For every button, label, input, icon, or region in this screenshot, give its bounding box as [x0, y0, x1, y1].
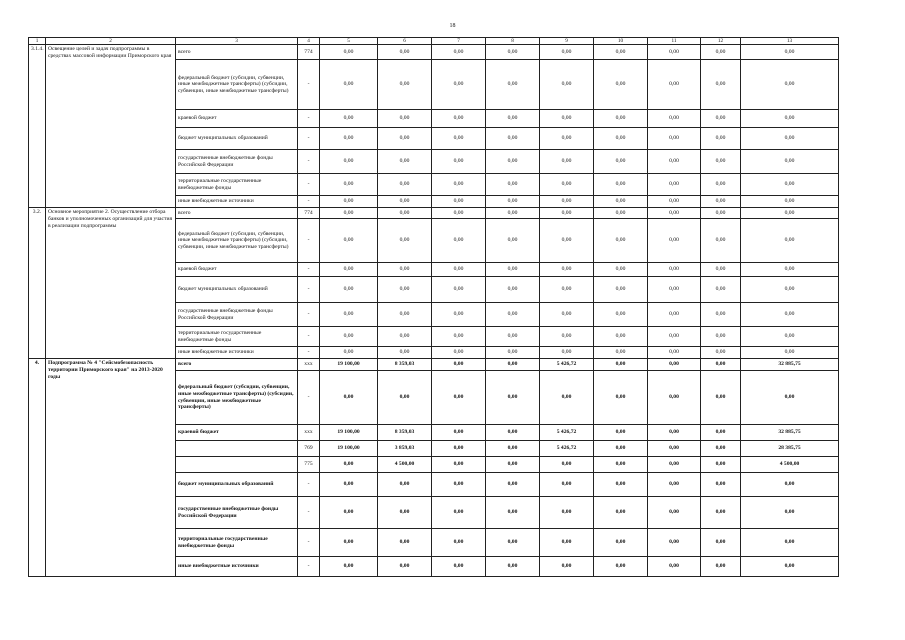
amount-cell: 0,00 [540, 128, 594, 150]
amount-cell: 0,00 [486, 110, 540, 128]
amount-cell: 0,00 [378, 277, 432, 303]
amount-cell: 0,00 [432, 263, 486, 277]
amount-cell: 0,00 [741, 371, 839, 425]
amount-cell: 0,00 [378, 219, 432, 263]
amount-cell: 0,00 [648, 174, 701, 196]
amount-cell: 0,00 [378, 208, 432, 219]
amount-cell: 0,00 [486, 263, 540, 277]
amount-cell: 0,00 [486, 347, 540, 359]
grbs-code: 774 [298, 208, 320, 219]
amount-cell: 0,00 [486, 174, 540, 196]
amount-cell: 0,00 [701, 110, 741, 128]
amount-cell: 0,00 [320, 208, 378, 219]
amount-cell: 0,00 [594, 557, 648, 577]
amount-cell: 0,00 [540, 174, 594, 196]
amount-cell: 0,00 [486, 327, 540, 347]
amount-cell: 0,00 [701, 371, 741, 425]
amount-cell: 0,00 [594, 347, 648, 359]
grbs-code: - [298, 497, 320, 529]
amount-cell: 0,00 [648, 425, 701, 441]
amount-cell: 0,00 [320, 60, 378, 110]
amount-cell: 0,00 [741, 174, 839, 196]
amount-cell: 0,00 [594, 128, 648, 150]
amount-cell: 0,00 [320, 150, 378, 174]
amount-cell: 0,00 [701, 150, 741, 174]
amount-cell: 0,00 [741, 110, 839, 128]
amount-cell: 0,00 [741, 219, 839, 263]
amount-cell: 0,00 [432, 219, 486, 263]
amount-cell: 0,00 [486, 45, 540, 60]
amount-cell: 0,00 [594, 277, 648, 303]
grbs-code: - [298, 327, 320, 347]
grbs-code: - [298, 277, 320, 303]
amount-cell: 0,00 [378, 371, 432, 425]
amount-cell: 0,00 [378, 45, 432, 60]
funding-source: всего [176, 359, 298, 371]
budget-table [28, 37, 839, 577]
amount-cell: 0,00 [540, 327, 594, 347]
amount-cell: 0,00 [701, 174, 741, 196]
amount-cell: 0,00 [648, 529, 701, 557]
funding-source: федеральный бюджет (субсидии, субвенции, иные межбюджетные трансферты) (субсидии, субвенции, иные межбюджетные трансферты) [176, 60, 298, 110]
amount-cell: 0,00 [701, 219, 741, 263]
funding-source: всего [176, 45, 298, 60]
amount-cell: 0,00 [320, 327, 378, 347]
amount-cell: 0,00 [741, 529, 839, 557]
amount-cell: 0,00 [432, 128, 486, 150]
amount-cell: 0,00 [594, 219, 648, 263]
amount-cell: 0,00 [378, 174, 432, 196]
amount-cell: 0,00 [432, 277, 486, 303]
amount-cell: 0,00 [594, 208, 648, 219]
amount-cell: 0,00 [320, 497, 378, 529]
amount-cell: 0,00 [648, 371, 701, 425]
amount-cell: 0,00 [540, 263, 594, 277]
amount-cell: 8 359,03 [378, 425, 432, 441]
amount-cell: 0,00 [432, 347, 486, 359]
amount-cell: 0,00 [594, 174, 648, 196]
amount-cell: 0,00 [741, 150, 839, 174]
page-number: 18 [449, 23, 456, 29]
column-header: 4 [298, 38, 320, 45]
amount-cell: 0,00 [540, 150, 594, 174]
grbs-code: - [298, 347, 320, 359]
amount-cell: 0,00 [594, 327, 648, 347]
grbs-code: - [298, 174, 320, 196]
amount-cell: 0,00 [486, 441, 540, 457]
column-header: 1 [29, 38, 46, 45]
amount-cell: 4 500,00 [378, 457, 432, 473]
amount-cell: 0,00 [486, 277, 540, 303]
amount-cell: 0,00 [701, 529, 741, 557]
amount-cell: 0,00 [320, 219, 378, 263]
amount-cell: 0,00 [320, 277, 378, 303]
amount-cell: 0,00 [432, 425, 486, 441]
grbs-code: 775 [298, 457, 320, 473]
amount-cell: 0,00 [741, 497, 839, 529]
amount-cell: 0,00 [594, 371, 648, 425]
funding-source [176, 457, 298, 473]
grbs-code: - [298, 529, 320, 557]
amount-cell: 0,00 [378, 150, 432, 174]
amount-cell: 0,00 [648, 473, 701, 497]
amount-cell: 0,00 [701, 457, 741, 473]
amount-cell: 0,00 [432, 371, 486, 425]
amount-cell: 0,00 [741, 196, 839, 208]
amount-cell: 0,00 [320, 473, 378, 497]
amount-cell: 0,00 [320, 110, 378, 128]
funding-source: государственные внебюджетные фонды Российской Федерации [176, 497, 298, 529]
amount-cell: 0,00 [741, 208, 839, 219]
amount-cell: 0,00 [540, 457, 594, 473]
amount-cell: 0,00 [486, 473, 540, 497]
amount-cell: 0,00 [486, 371, 540, 425]
grbs-code: ххх [298, 425, 320, 441]
grbs-code: - [298, 60, 320, 110]
amount-cell: 0,00 [701, 208, 741, 219]
amount-cell: 19 100,00 [320, 425, 378, 441]
funding-source: государственные внебюджетные фонды Российской Федерации [176, 303, 298, 327]
amount-cell: 0,00 [486, 60, 540, 110]
amount-cell: 4 500,00 [741, 457, 839, 473]
amount-cell: 0,00 [378, 60, 432, 110]
grbs-code: - [298, 303, 320, 327]
amount-cell: 0,00 [701, 196, 741, 208]
amount-cell: 0,00 [594, 359, 648, 371]
amount-cell: 0,00 [320, 371, 378, 425]
amount-cell: 0,00 [378, 473, 432, 497]
amount-cell: 0,00 [320, 457, 378, 473]
amount-cell: 0,00 [540, 303, 594, 327]
funding-source: территориальные государственные внебюджетные фонды [176, 327, 298, 347]
amount-cell: 0,00 [648, 347, 701, 359]
amount-cell: 28 385,75 [741, 441, 839, 457]
amount-cell: 0,00 [378, 196, 432, 208]
column-header: 12 [701, 38, 741, 45]
amount-cell: 0,00 [378, 557, 432, 577]
amount-cell: 0,00 [378, 347, 432, 359]
amount-cell: 0,00 [648, 196, 701, 208]
amount-cell: 0,00 [486, 457, 540, 473]
grbs-code: - [298, 196, 320, 208]
amount-cell: 0,00 [741, 557, 839, 577]
amount-cell: 0,00 [594, 441, 648, 457]
amount-cell: 0,00 [594, 303, 648, 327]
amount-cell: 0,00 [486, 557, 540, 577]
table-row [29, 359, 839, 371]
amount-cell: 0,00 [320, 557, 378, 577]
amount-cell: 0,00 [594, 196, 648, 208]
column-header: 10 [594, 38, 648, 45]
amount-cell: 0,00 [648, 303, 701, 327]
item-number: 3.1.4. [29, 45, 46, 208]
amount-cell: 0,00 [540, 371, 594, 425]
amount-cell: 0,00 [540, 529, 594, 557]
amount-cell: 0,00 [432, 208, 486, 219]
funding-source: всего [176, 208, 298, 219]
amount-cell: 0,00 [701, 303, 741, 327]
amount-cell: 0,00 [594, 45, 648, 60]
amount-cell: 0,00 [648, 557, 701, 577]
funding-source: краевой бюджет [176, 425, 298, 441]
column-number-row [29, 38, 839, 45]
amount-cell: 0,00 [701, 277, 741, 303]
amount-cell: 0,00 [594, 529, 648, 557]
amount-cell: 0,00 [486, 303, 540, 327]
amount-cell: 0,00 [648, 60, 701, 110]
amount-cell: 32 885,75 [741, 359, 839, 371]
amount-cell: 19 100,00 [320, 441, 378, 457]
amount-cell: 5 426,72 [540, 425, 594, 441]
amount-cell: 0,00 [701, 128, 741, 150]
amount-cell: 3 859,03 [378, 441, 432, 457]
column-header: 5 [320, 38, 378, 45]
amount-cell: 0,00 [320, 347, 378, 359]
amount-cell: 0,00 [540, 60, 594, 110]
grbs-code: - [298, 473, 320, 497]
funding-source: бюджет муниципальных образований [176, 128, 298, 150]
item-name: Основное мероприятие 2. Осуществление отбора банков и уполномоченных организаций для участия в реализации подпрограммы [46, 208, 176, 359]
amount-cell: 0,00 [741, 277, 839, 303]
amount-cell: 0,00 [540, 45, 594, 60]
amount-cell: 0,00 [432, 441, 486, 457]
funding-source: федеральный бюджет (субсидии, субвенции, иные межбюджетные трансферты) (субсидии, субвенции, иные межбюджетные трансферты) [176, 371, 298, 425]
funding-source: государственные внебюджетные фонды Российской Федерации [176, 150, 298, 174]
column-header: 7 [432, 38, 486, 45]
grbs-code: 769 [298, 441, 320, 457]
item-name: Освещение целей и задач подпрограммы в средствах массовой информации Приморского края [46, 45, 176, 208]
grbs-code: - [298, 219, 320, 263]
amount-cell: 0,00 [594, 60, 648, 110]
grbs-code: - [298, 150, 320, 174]
amount-cell: 0,00 [432, 557, 486, 577]
amount-cell: 0,00 [594, 457, 648, 473]
amount-cell: 0,00 [594, 263, 648, 277]
amount-cell: 32 885,75 [741, 425, 839, 441]
amount-cell: 0,00 [540, 347, 594, 359]
amount-cell: 0,00 [486, 128, 540, 150]
funding-source: иные внебюджетные источники [176, 347, 298, 359]
amount-cell: 0,00 [320, 529, 378, 557]
amount-cell: 0,00 [540, 208, 594, 219]
amount-cell: 5 426,72 [540, 359, 594, 371]
grbs-code: - [298, 557, 320, 577]
grbs-code: 774 [298, 45, 320, 60]
amount-cell: 0,00 [741, 347, 839, 359]
amount-cell: 0,00 [486, 150, 540, 174]
amount-cell: 0,00 [432, 473, 486, 497]
amount-cell: 0,00 [540, 219, 594, 263]
amount-cell: 0,00 [432, 196, 486, 208]
funding-source: бюджет муниципальных образований [176, 277, 298, 303]
amount-cell: 0,00 [540, 110, 594, 128]
column-header: 9 [540, 38, 594, 45]
amount-cell: 0,00 [701, 347, 741, 359]
amount-cell: 0,00 [648, 327, 701, 347]
amount-cell: 5 426,72 [540, 441, 594, 457]
amount-cell: 0,00 [540, 557, 594, 577]
amount-cell: 0,00 [594, 110, 648, 128]
grbs-code: ххх [298, 359, 320, 371]
amount-cell: 0,00 [648, 359, 701, 371]
amount-cell: 0,00 [701, 263, 741, 277]
amount-cell: 0,00 [378, 327, 432, 347]
amount-cell: 0,00 [432, 327, 486, 347]
amount-cell: 0,00 [741, 128, 839, 150]
amount-cell: 0,00 [648, 45, 701, 60]
amount-cell: 0,00 [320, 196, 378, 208]
amount-cell: 0,00 [648, 263, 701, 277]
amount-cell: 0,00 [701, 60, 741, 110]
amount-cell: 0,00 [648, 497, 701, 529]
item-number: 4. [29, 359, 46, 577]
column-header: 8 [486, 38, 540, 45]
funding-source: иные внебюджетные источники [176, 196, 298, 208]
amount-cell: 0,00 [701, 327, 741, 347]
amount-cell: 0,00 [432, 303, 486, 327]
amount-cell: 0,00 [540, 497, 594, 529]
amount-cell: 0,00 [378, 110, 432, 128]
amount-cell: 0,00 [432, 359, 486, 371]
grbs-code: - [298, 371, 320, 425]
amount-cell: 0,00 [741, 303, 839, 327]
amount-cell: 0,00 [741, 473, 839, 497]
table-body [29, 45, 839, 577]
amount-cell: 0,00 [648, 128, 701, 150]
amount-cell: 0,00 [648, 219, 701, 263]
column-header: 2 [46, 38, 176, 45]
funding-source: краевой бюджет [176, 263, 298, 277]
amount-cell: 0,00 [320, 263, 378, 277]
amount-cell: 0,00 [741, 45, 839, 60]
amount-cell: 0,00 [540, 473, 594, 497]
grbs-code: - [298, 128, 320, 150]
table-row [29, 45, 839, 60]
funding-source: территориальные государственные внебюджетные фонды [176, 174, 298, 196]
amount-cell: 19 100,00 [320, 359, 378, 371]
amount-cell: 0,00 [432, 150, 486, 174]
amount-cell: 0,00 [648, 150, 701, 174]
amount-cell: 0,00 [701, 441, 741, 457]
item-number: 3.2. [29, 208, 46, 359]
amount-cell: 0,00 [486, 208, 540, 219]
amount-cell: 0,00 [648, 441, 701, 457]
grbs-code: - [298, 263, 320, 277]
funding-source: федеральный бюджет (субсидии, субвенции, иные межбюджетные трансферты) (субсидии, субвенции, иные межбюджетные трансферты) [176, 219, 298, 263]
amount-cell: 0,00 [648, 277, 701, 303]
amount-cell: 0,00 [432, 174, 486, 196]
amount-cell: 0,00 [486, 219, 540, 263]
amount-cell: 0,00 [486, 425, 540, 441]
funding-source: краевой бюджет [176, 110, 298, 128]
amount-cell: 0,00 [378, 263, 432, 277]
amount-cell: 0,00 [701, 425, 741, 441]
amount-cell: 0,00 [320, 174, 378, 196]
funding-source: бюджет муниципальных образований [176, 473, 298, 497]
amount-cell: 0,00 [320, 45, 378, 60]
column-header: 11 [648, 38, 701, 45]
grbs-code: - [298, 110, 320, 128]
amount-cell: 0,00 [701, 359, 741, 371]
amount-cell: 0,00 [594, 497, 648, 529]
amount-cell: 0,00 [320, 303, 378, 327]
amount-cell: 0,00 [701, 557, 741, 577]
amount-cell: 0,00 [741, 60, 839, 110]
amount-cell: 0,00 [378, 529, 432, 557]
amount-cell: 0,00 [648, 208, 701, 219]
amount-cell: 0,00 [540, 196, 594, 208]
amount-cell: 0,00 [594, 473, 648, 497]
amount-cell: 0,00 [701, 473, 741, 497]
amount-cell: 0,00 [486, 529, 540, 557]
column-header: 3 [176, 38, 298, 45]
amount-cell: 0,00 [486, 359, 540, 371]
amount-cell: 0,00 [378, 128, 432, 150]
amount-cell: 0,00 [594, 425, 648, 441]
funding-source [176, 441, 298, 457]
amount-cell: 0,00 [432, 45, 486, 60]
amount-cell: 0,00 [648, 110, 701, 128]
table-row [29, 208, 839, 219]
funding-source: иные внебюджетные источники [176, 557, 298, 577]
amount-cell: 0,00 [378, 497, 432, 529]
amount-cell: 0,00 [432, 60, 486, 110]
amount-cell: 0,00 [432, 110, 486, 128]
amount-cell: 8 359,03 [378, 359, 432, 371]
item-name: Подпрограмма № 4 "Сейсмобезопасность территории Приморского края" на 2013-2020 годы [46, 359, 176, 577]
amount-cell: 0,00 [432, 529, 486, 557]
amount-cell: 0,00 [540, 277, 594, 303]
amount-cell: 0,00 [378, 303, 432, 327]
funding-source: территориальные государственные внебюджетные фонды [176, 529, 298, 557]
amount-cell: 0,00 [486, 196, 540, 208]
amount-cell: 0,00 [432, 497, 486, 529]
amount-cell: 0,00 [701, 45, 741, 60]
column-header: 13 [741, 38, 839, 45]
amount-cell: 0,00 [320, 128, 378, 150]
amount-cell: 0,00 [486, 497, 540, 529]
amount-cell: 0,00 [432, 457, 486, 473]
amount-cell: 0,00 [648, 457, 701, 473]
amount-cell: 0,00 [701, 497, 741, 529]
amount-cell: 0,00 [741, 327, 839, 347]
amount-cell: 0,00 [741, 263, 839, 277]
column-header: 6 [378, 38, 432, 45]
amount-cell: 0,00 [594, 150, 648, 174]
